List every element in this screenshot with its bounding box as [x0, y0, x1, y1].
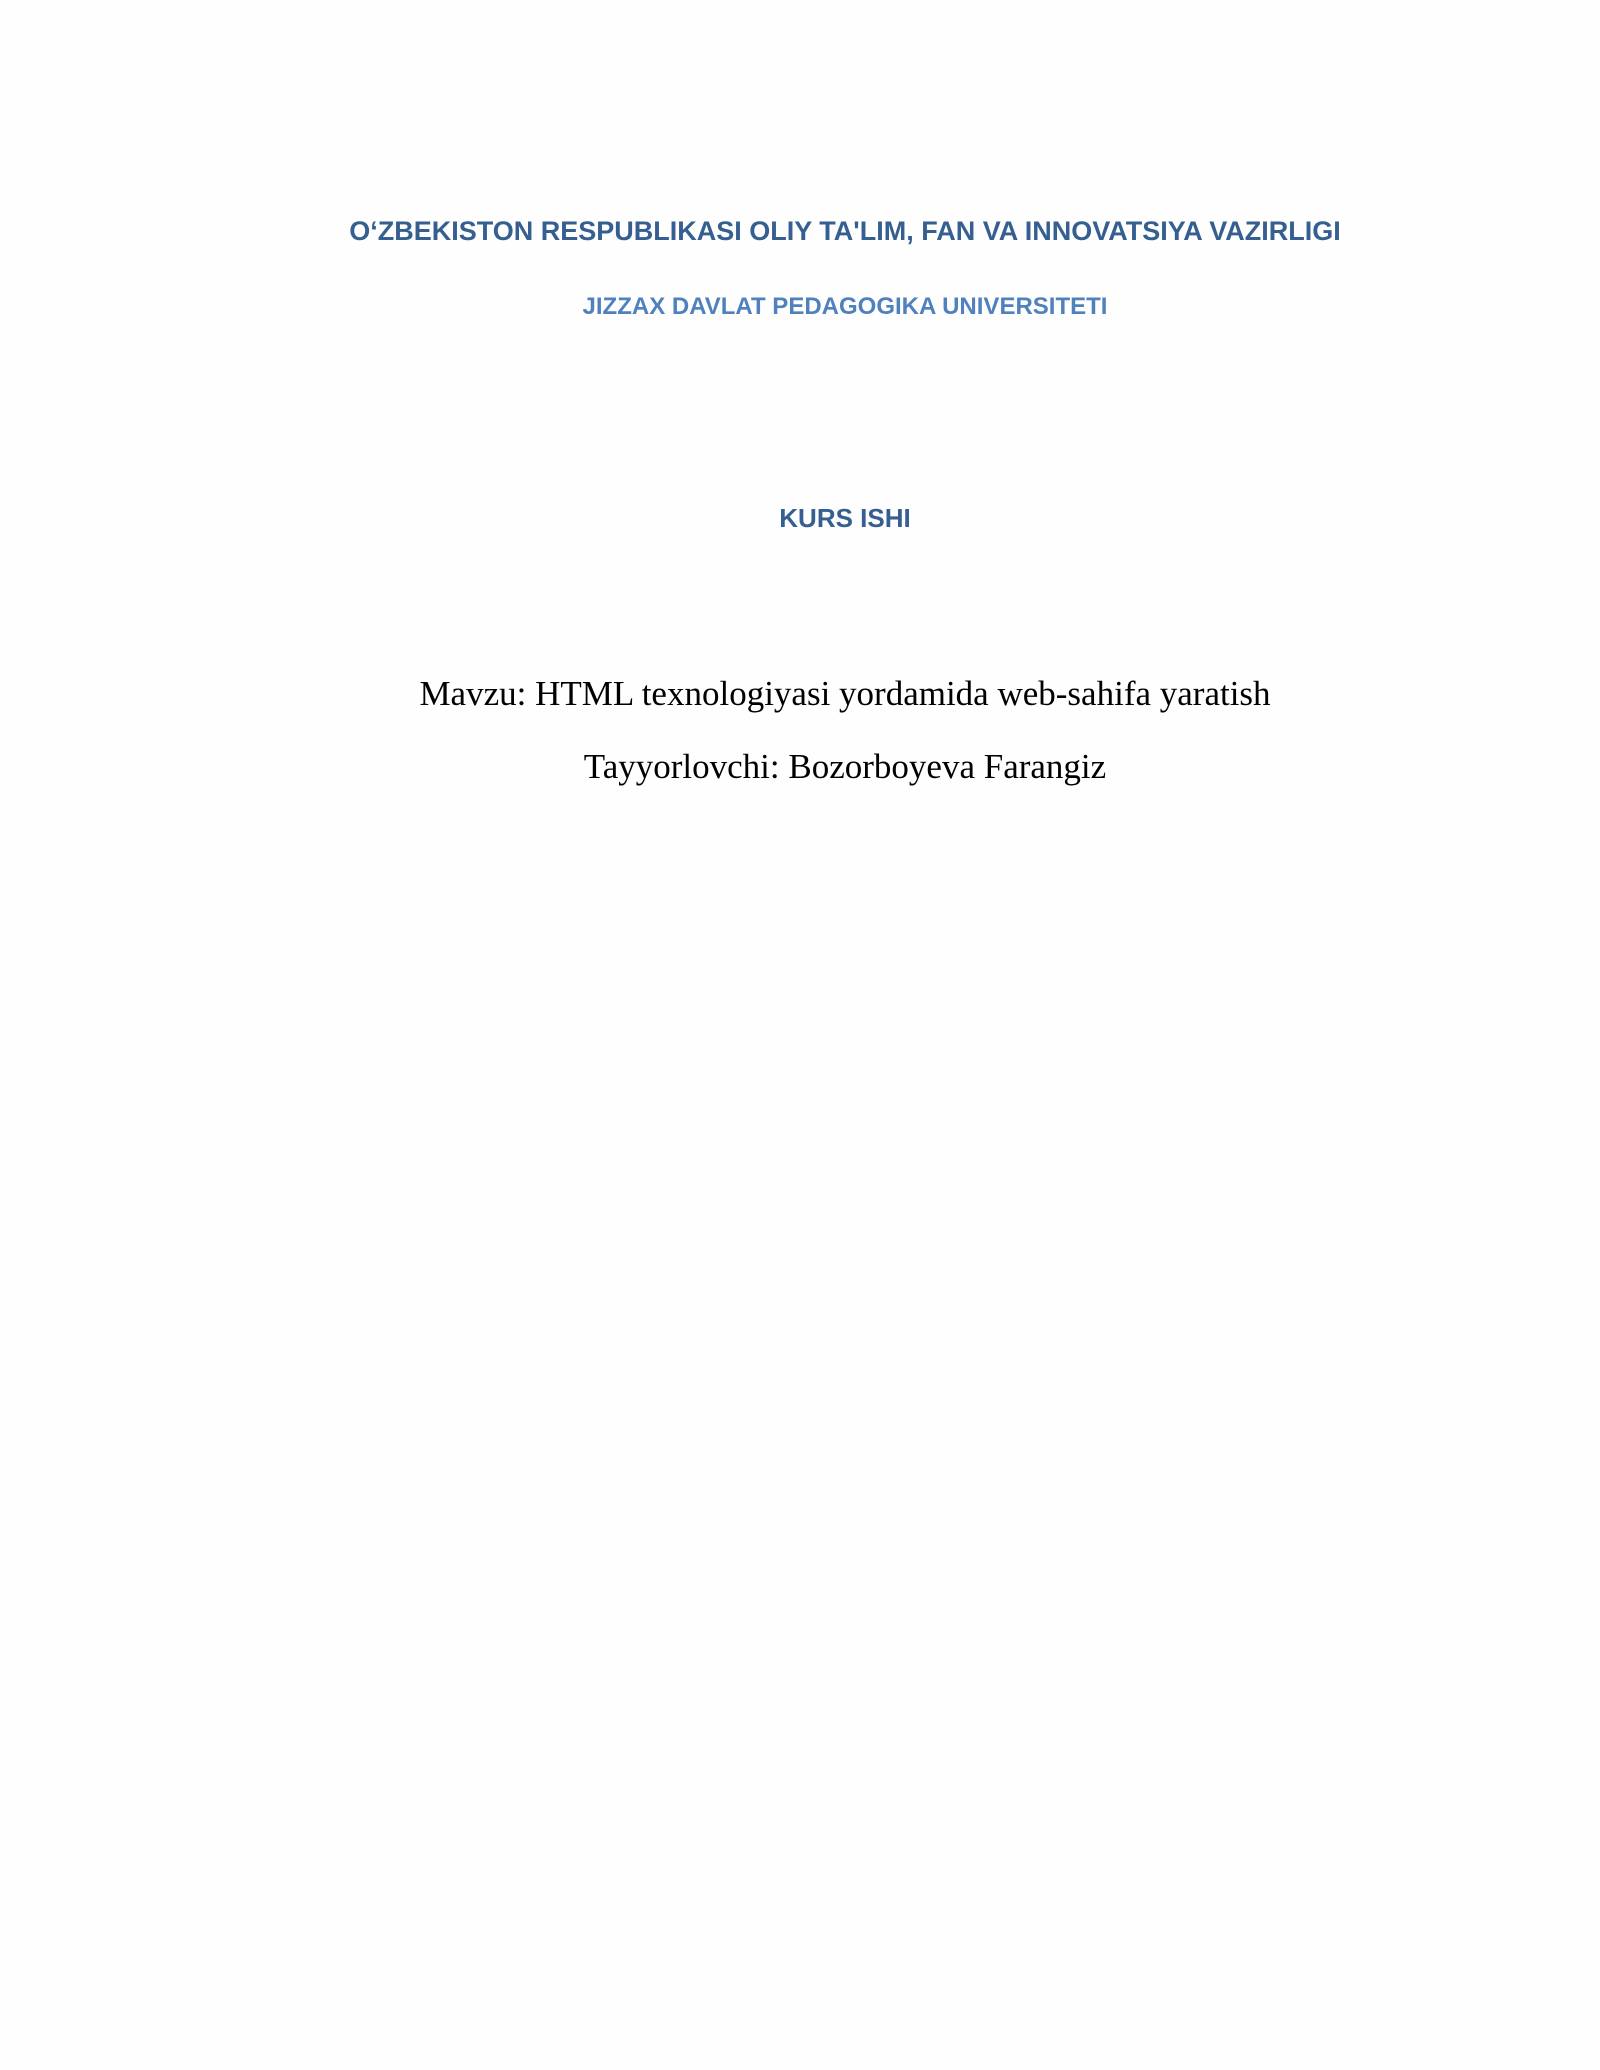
university-heading: JIZZAX DAVLAT PEDAGOGIKA UNIVERSITETI — [582, 293, 1108, 320]
topic-line: Mavzu: HTML texnologiyasi yordamida web-sahifa yaratish — [419, 674, 1271, 713]
author-line: Tayyorlovchi: Bozorboyeva Farangiz — [583, 747, 1107, 786]
work-type-title: KURS ISHI — [779, 503, 911, 533]
ministry-heading: O‘ZBEKISTON RESPUBLIKASI OLIY TA'LIM, FAN VA INNOVATSIYA VAZIRLIGI — [349, 216, 1341, 246]
